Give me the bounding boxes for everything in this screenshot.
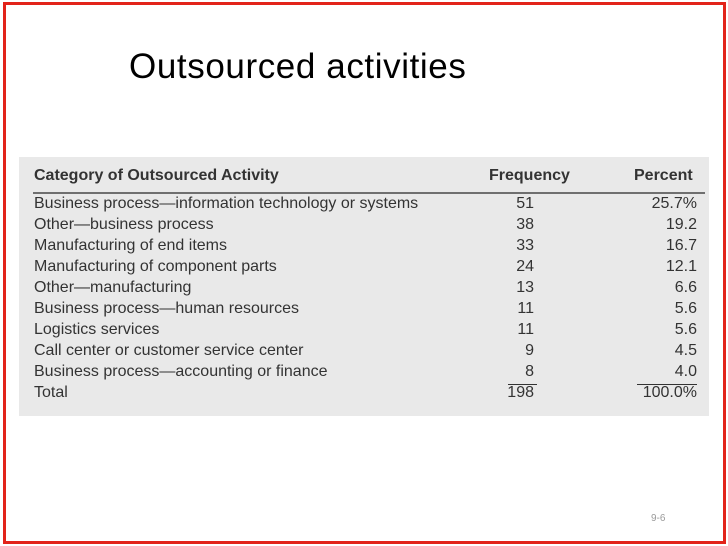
row-frequency: 11 <box>517 300 534 317</box>
table-row <box>19 342 709 363</box>
row-category: Logistics services <box>34 321 160 338</box>
outsourced-activities-table <box>19 157 709 416</box>
table-row <box>19 321 709 342</box>
row-percent: 4.0 <box>674 363 697 380</box>
row-percent: 6.6 <box>674 279 697 296</box>
row-percent: 12.1 <box>665 258 697 275</box>
header-divider <box>33 192 705 194</box>
row-percent: 5.6 <box>674 321 697 338</box>
row-category: Manufacturing of component parts <box>34 258 277 275</box>
row-category: Business process—information technology or systems <box>34 195 419 212</box>
table-row <box>19 363 709 384</box>
row-frequency: 11 <box>517 321 534 338</box>
row-percent: 19.2 <box>665 216 697 233</box>
row-frequency: 24 <box>516 258 534 275</box>
row-category: Business process—human resources <box>34 300 300 317</box>
row-frequency: 51 <box>516 195 534 212</box>
table-row <box>19 300 709 321</box>
table-row <box>19 258 709 279</box>
table-header-row <box>19 157 709 189</box>
slide-title: Outsourced activities <box>129 47 467 86</box>
row-frequency: 38 <box>516 216 534 233</box>
table-row <box>19 237 709 258</box>
row-category: Business process—accounting or finance <box>34 363 328 380</box>
total-percent: 100.0% <box>642 384 697 401</box>
row-frequency: 8 <box>525 363 534 380</box>
row-frequency: 13 <box>516 279 534 296</box>
row-frequency: 33 <box>516 237 534 254</box>
row-category: Call center or customer service center <box>34 342 304 359</box>
row-frequency: 9 <box>525 342 534 359</box>
row-percent: 4.5 <box>674 342 697 359</box>
header-percent: Percent <box>634 167 693 184</box>
row-category: Other—business process <box>34 216 214 233</box>
row-percent: 25.7% <box>651 195 697 212</box>
table-row <box>19 195 709 216</box>
table-row <box>19 279 709 300</box>
page-number: 9-6 <box>651 513 666 524</box>
row-percent: 5.6 <box>674 300 697 317</box>
header-category: Category of Outsourced Activity <box>34 167 279 184</box>
header-frequency: Frequency <box>489 167 570 184</box>
total-frequency: 198 <box>507 384 534 401</box>
row-category: Manufacturing of end items <box>34 237 227 254</box>
table-total-row <box>19 384 709 405</box>
total-label: Total <box>34 384 68 401</box>
row-percent: 16.7 <box>665 237 697 254</box>
table-row <box>19 216 709 237</box>
row-category: Other—manufacturing <box>34 279 192 296</box>
